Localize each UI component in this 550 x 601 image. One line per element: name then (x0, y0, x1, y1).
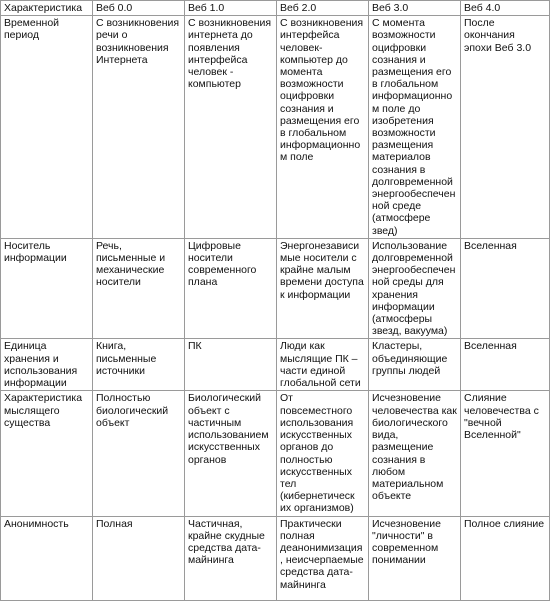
table-cell: После окончания эпохи Веб 3.0 (461, 16, 550, 239)
row-label-thinking-being: Характеристика мыслящего существа (1, 391, 93, 516)
row-label-storage-unit: Единица хранения и использования информации (1, 339, 93, 391)
table-cell: Энергонезависи мые носители с крайне малым времени доступа к информации (277, 238, 369, 339)
table-cell: С момента возможности оцифровки сознания и размещения его в глобальном информационно м поле до изобретения возможности размещения материалов сознания в долговременной энергообеспечен ной среде (атмосфере звед) (369, 16, 461, 239)
table-cell: Цифровые носители современного плана (185, 238, 277, 339)
header-cell-web-2: Веб 2.0 (277, 1, 369, 16)
table-cell: Использование долговременной энергообеспечен ной среды для хранения информации (атмосферы звезд, вакуума) (369, 238, 461, 339)
table-cell: Исчезновение "личности" в современном понимании (369, 516, 461, 600)
table-cell: Исчезновение человечества как биологического вида, размещение сознания в любом материальном объекте (369, 391, 461, 516)
table-row-anonymity (1, 516, 550, 600)
header-cell-web-0: Веб 0.0 (93, 1, 185, 16)
table-cell: Слияние человечества с "вечной Вселенной" (461, 391, 550, 516)
table-cell: Полностью биологический объект (93, 391, 185, 516)
table-cell: Вселенная (461, 238, 550, 339)
table-cell: Биологический объект с частичным использованием искусственных органов (185, 391, 277, 516)
table-cell: Полная (93, 516, 185, 600)
header-cell-web-1: Веб 1.0 (185, 1, 277, 16)
table-cell: Люди как мыслящие ПК – части единой глобальной сети (277, 339, 369, 391)
row-label-anonymity: Анонимность (1, 516, 93, 600)
row-label-info-carrier: Носитель информации (1, 238, 93, 339)
table-cell: Полное слияние (461, 516, 550, 600)
table-header-row (1, 1, 550, 16)
table-cell: Книга, письменные источники (93, 339, 185, 391)
table-cell: Кластеры, объединяющие группы людей (369, 339, 461, 391)
table-cell: Практически полная деанонимизация , неисчерпаемые средства дата- майнинга (277, 516, 369, 600)
table-cell: С возникновения интерфейса человек- компьютер до момента возможности оцифровки сознания и размещения его в глобальном информационно м поле (277, 16, 369, 239)
table-row-time-period (1, 16, 550, 239)
table-cell: Частичная, крайне скудные средства дата- майнинга (185, 516, 277, 600)
row-label-time-period: Временной период (1, 16, 93, 239)
table-cell: ПК (185, 339, 277, 391)
header-cell-characteristic: Характеристика (1, 1, 93, 16)
table-cell: Вселенная (461, 339, 550, 391)
header-cell-web-3: Веб 3.0 (369, 1, 461, 16)
table-cell: От повсеместного использования искусственных органов до полностью искусственных тел (кибернетическ их организмов) (277, 391, 369, 516)
table-cell: С возникновения интернета до появления интерфейса человек - компьютер (185, 16, 277, 239)
table-row-info-carrier (1, 238, 550, 339)
header-cell-web-4: Веб 4.0 (461, 1, 550, 16)
table-cell: С возникновения речи о возникновения Интернета (93, 16, 185, 239)
table-cell: Речь, письменные и механические носители (93, 238, 185, 339)
table-row-thinking-being (1, 391, 550, 516)
table-row-storage-unit (1, 339, 550, 391)
